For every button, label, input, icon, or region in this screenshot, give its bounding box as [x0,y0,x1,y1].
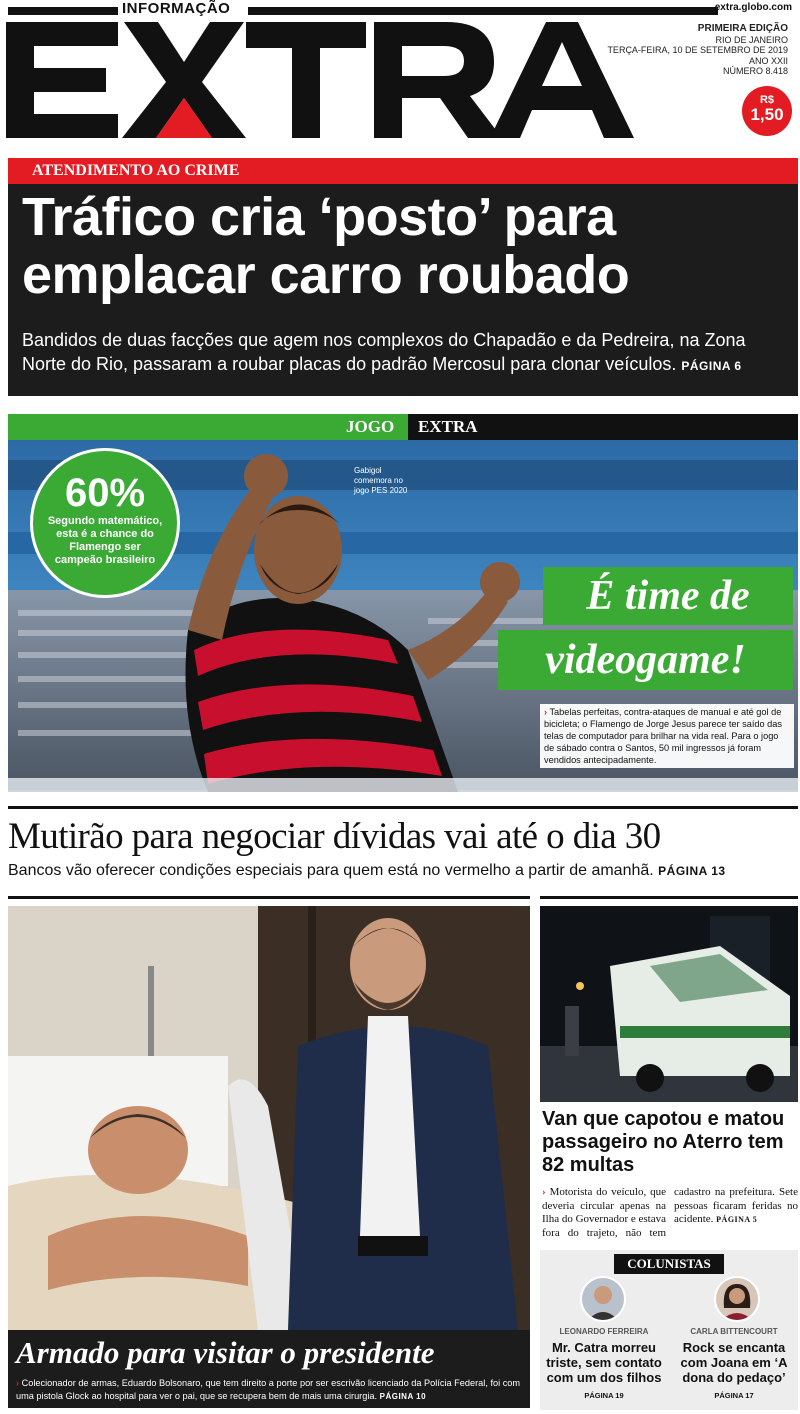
masthead-label: INFORMAÇÃO [122,0,231,17]
columnist-name: LEONARDO FERREIRA [559,1327,649,1336]
lead-kicker: ATENDIMENTO AO CRIME [8,158,798,184]
van-page-ref: PÁGINA 5 [716,1215,758,1224]
lead-headline: Tráfico cria ‘posto’ para emplacar carro roubado [22,187,630,305]
hospital-visit-photo[interactable] [8,906,530,1330]
armado-page-ref: PÁGINA 10 [379,1392,427,1401]
armado-headline[interactable]: Armado para visitar o presidente [16,1335,435,1370]
van-body-text: › Motorista do veículo, que deveria circular apenas na Ilha do Governador e estava fora do trajeto, não tem cadastro na prefeitura. Sete pessoas ficaram feridas no acidente. PÁGINA 5 [542,1186,798,1239]
columnist-headline[interactable]: Rock se encanta com Joana em ‘A dona do pedaço’ [680,1340,788,1385]
edition-info: PRIMEIRA EDIÇÃO RIO DE JANEIRO TERÇA-FEIRA, 10 DE SETEMBRO DE 2019 ANO XXII NÚMERO 8.418 [607,23,788,76]
mutirao-headline[interactable]: Mutirão para negociar dívidas vai até o dia 30 [8,816,661,857]
columnist-name: CARLA BITTENCOURT [690,1327,778,1336]
columnist-avatar[interactable] [580,1276,626,1322]
jogo-extra-section-bar: JOGO EXTRA [8,414,798,440]
lead-story[interactable] [8,158,798,396]
jogo-body-text: › Tabelas perfeitas, contra-ataques de manual e até gol de bicicleta; o Flamengo de Jorge Jesus parece ter saído das telas de computador para brilhar na vida real. Para o jogo de sábado contra o Santos, 50 mil ingressos já foram vendidos antecipadamente. [540,704,794,768]
lead-page-ref: PÁGINA 6 [681,359,742,373]
extra-logo [6,18,636,142]
lead-subhead: Bandidos de duas facções que agem nos complexos do Chapadão e da Pedreira, na Zona Norte do Rio, passaram a roubar placas do padrão Mercosul para clonar veículos. PÁGINA 6 [22,330,746,374]
section-rule [540,896,798,899]
photo-caption: Gabigol comemora no jogo PES 2020 [354,466,408,495]
sixty-percent-badge: 60% Segundo matemático, esta é a chance do Flamengo ser campeão brasileiro [30,448,180,598]
price-badge: R$ 1,50 [742,86,792,136]
mutirao-page-ref: PÁGINA 13 [658,864,726,878]
columnist-headline[interactable]: Mr. Catra morreu triste, sem contato com um dos filhos [546,1340,662,1385]
columnist-avatar[interactable] [714,1276,760,1322]
jogo-headline-line1[interactable]: É time de [543,567,793,625]
site-url[interactable]: extra.globo.com [714,2,792,13]
columnist-page-ref: PÁGINA 17 [714,1391,754,1400]
colunistas-title: COLUNISTAS [614,1254,724,1274]
section-rule [8,896,530,899]
armado-body-text: › Colecionador de armas, Eduardo Bolsonaro, que tem direito a porte por ser escrivão licenciado da Polícia Federal, foi com uma pistola Glock ao hospital para ver o pai, que se recupera bem de mais uma cirurgia. PÁGINA 10 [16,1378,521,1401]
columnist-page-ref: PÁGINA 19 [584,1391,624,1400]
jogo-headline-line2[interactable]: videogame! [498,630,793,690]
van-accident-photo[interactable] [540,906,798,1102]
mutirao-subhead: Bancos vão oferecer condições especiais para quem está no vermelho a partir de amanhã. PÁGINA 13 [8,862,726,879]
section-rule [8,806,798,809]
van-headline[interactable]: Van que capotou e matou passageiro no Aterro tem 82 multas [542,1108,785,1176]
